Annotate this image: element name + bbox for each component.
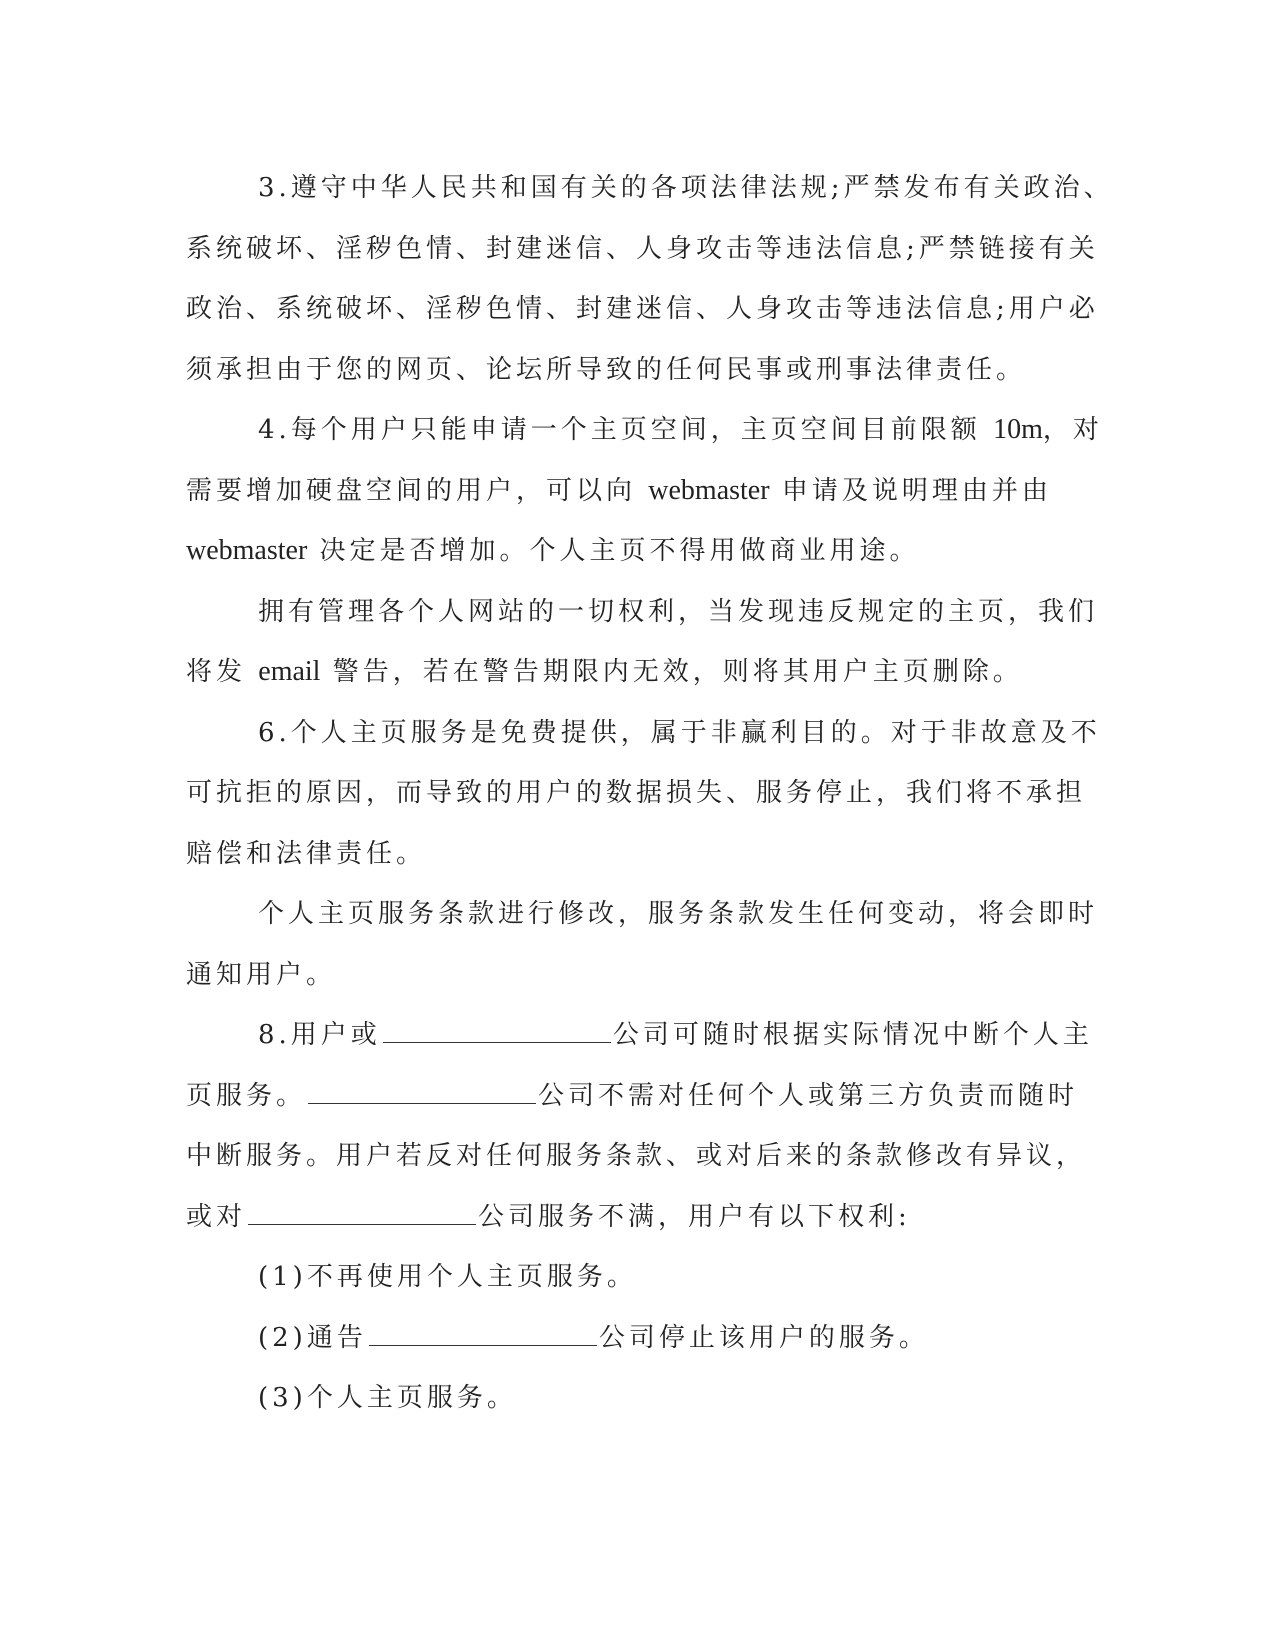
- text-line: 个人主页服务条款进行修改，服务条款发生任何变动，将会即时: [258, 899, 1099, 929]
- text-line: 赔偿和法律责任。: [186, 838, 427, 869]
- text-line: 须承担由于您的网页、论坛所导致的任何民事或刑事法律责任。: [186, 354, 1027, 385]
- text-line: 中断服务。用户若反对任何服务条款、或对后来的条款修改有异议，: [186, 1141, 1087, 1171]
- text-line: 需要增加硬盘空间的用户，可以向 webmaster 申请及说明理由并由: [186, 474, 1052, 506]
- text-line: 6.个人主页服务是免费提供，属于非赢利目的。对于非故意及不: [258, 717, 1101, 748]
- fill-in-blank: [369, 1323, 597, 1346]
- text-line: 或对 公司服务不满，用户有以下权利:: [186, 1201, 911, 1232]
- text-line: 3.遵守中华人民共和国有关的各项法律法规;严禁发布有关政治、: [258, 173, 1114, 203]
- text-line: 8.用户或 公司可随时根据实际情况中断个人主: [258, 1020, 1093, 1050]
- paragraph-admin-rights: [186, 582, 1099, 703]
- fill-in-blank: [308, 1081, 536, 1104]
- text-line: (2)通告 公司停止该用户的服务。: [258, 1322, 929, 1353]
- text-line: webmaster 决定是否增加。个人主页不得用做商业用途。: [186, 535, 920, 566]
- paragraph-item-4: [186, 400, 1103, 582]
- text-line: (3)个人主页服务。: [258, 1383, 517, 1413]
- paragraph-item-8: [186, 1005, 1093, 1247]
- text-line: 系统破坏、淫秽色情、封建迷信、人身攻击等违法信息;严禁链接有关: [186, 233, 1099, 264]
- list-item-3: [186, 1368, 1090, 1429]
- list-item-1: [186, 1247, 1090, 1308]
- text-line: 政治、系统破坏、淫秽色情、封建迷信、人身攻击等违法信息;用户必: [186, 294, 1099, 324]
- fill-in-blank: [383, 1020, 611, 1043]
- text-line: (1)不再使用个人主页服务。: [258, 1262, 637, 1292]
- text-line: 通知用户。: [186, 959, 337, 990]
- text-line: 拥有管理各个人网站的一切权利，当发现违反规定的主页，我们: [258, 596, 1099, 627]
- fill-in-blank: [248, 1202, 476, 1225]
- paragraph-terms-change: [186, 884, 1099, 1005]
- list-item-2: [186, 1308, 1090, 1369]
- document-body: [186, 158, 1114, 1429]
- paragraph-item-6: [186, 703, 1101, 885]
- text-line: 页服务。 公司不需对任何个人或第三方负责而随时: [186, 1080, 1079, 1111]
- text-line: 4.每个用户只能申请一个主页空间，主页空间目前限额 10m，对: [258, 414, 1103, 445]
- text-line: 可抗拒的原因，而导致的用户的数据损失、服务停止，我们将不承担: [186, 778, 1087, 808]
- paragraph-item-3: [186, 158, 1114, 400]
- text-line: 将发 email 警告，若在警告期限内无效，则将其用户主页删除。: [186, 656, 1023, 687]
